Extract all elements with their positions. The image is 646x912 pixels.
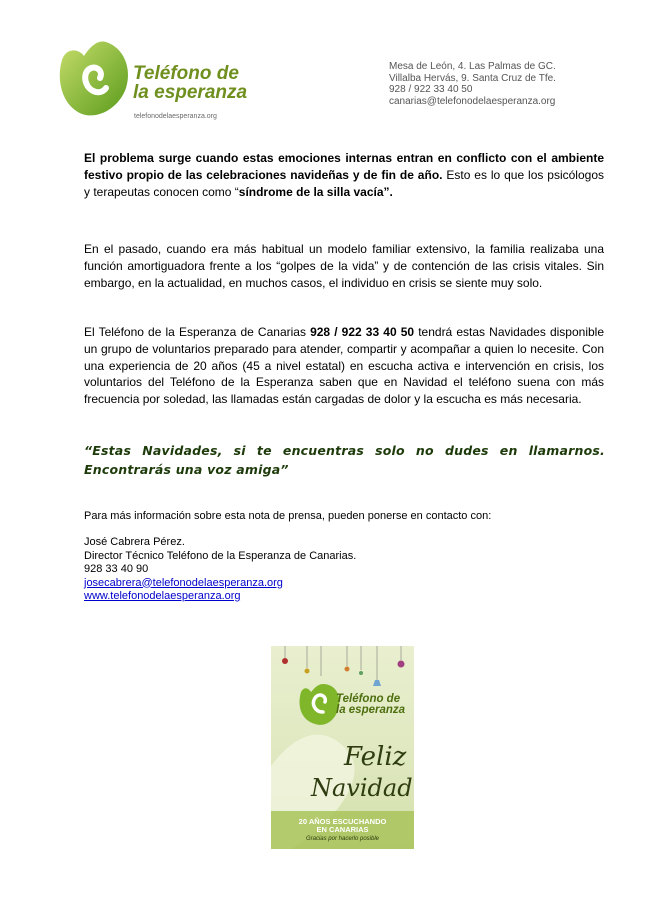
contact-email-link[interactable]: josecabrera@telefonodelaesperanza.org — [84, 576, 283, 589]
term-bold: síndrome de la silla vacía — [238, 184, 384, 199]
intro-bold: El problema surge cuando estas emociones internas entran en conflicto con el ambiente festivo propio de las celebraciones navideñas y de fin de año. — [84, 151, 604, 182]
phone-number: 928 / 922 33 40 50 — [310, 325, 415, 339]
card-thanks: Gracias por hacerlo posible — [305, 836, 380, 842]
logo — [48, 40, 248, 125]
paragraph-volunteers: El Teléfono de la Esperanza de Canarias 928 / 922 33 40 50 tendrá estas Navidades disponible un grupo de voluntarios preparado para atender, compartir y acompañar a quien lo necesite. Con una experiencia de 20 años (45 a nivel estatal) en escucha activa e intervención en crisis, los voluntarios del Teléfono de la Esperanza saben que en Navidad el teléfono suena con más frecuencia por soledad, las llamadas están cargadas de dolor y la escucha es más necesaria. — [84, 325, 605, 407]
paragraph-past: En el pasado, cuando era más habitual un modelo familiar extensivo, la familia realizaba una función amortiguadora frente a los “golpes de la vida” y de contención de las crisis vitales. Sin embargo, en la actualidad, en muchos casos, el individuo en crisis se siente muy solo. — [84, 242, 604, 290]
card-feliz: Feliz — [344, 742, 407, 772]
address-line: Villalba Hervás, 9. Santa Cruz de Tfe. — [389, 72, 556, 84]
logo-url: telefonodelaesperanza.org — [134, 113, 217, 120]
contact-web-link[interactable]: www.telefonodelaesperanza.org — [84, 590, 241, 602]
address-block — [389, 61, 556, 107]
contact-block — [84, 536, 356, 604]
card-title: Teléfono de la esperanza — [336, 693, 406, 716]
contact-role: Director Técnico Teléfono de la Esperanza de Canarias. — [84, 549, 357, 562]
address-line: canarias@telefonodelaesperanza.org — [389, 95, 556, 107]
quote: “Estas Navidades, si te encuentras solo no dudes en llamarnos. Encontrarás una voz amiga” — [84, 443, 605, 477]
logo-heart-icon — [48, 40, 138, 120]
contact-phone: 928 33 40 90 — [84, 563, 149, 575]
card-navidad: Navidad — [311, 774, 413, 802]
christmas-card-image — [271, 646, 414, 849]
address-line: 928 / 922 33 40 50 — [389, 84, 473, 95]
paragraph-intro: El problema surge cuando estas emociones internas entran en conflicto con el ambiente festivo propio de las celebraciones navideñas y de fin de año. Esto es lo que los psicólogos y terapeutas conocen como “síndrome de la silla vacía”. — [84, 151, 604, 199]
card-years: 20 AÑOS ESCUCHANDO EN CANARIAS — [298, 817, 387, 834]
contact-name: José Cabrera Pérez. — [84, 536, 185, 548]
info-text: Para más información sobre esta nota de prensa, pueden ponerse en contacto con: — [84, 510, 492, 522]
address-line: Mesa de León, 4. Las Palmas de GC. — [389, 61, 556, 72]
logo-title: Teléfono de la esperanza — [133, 63, 248, 103]
